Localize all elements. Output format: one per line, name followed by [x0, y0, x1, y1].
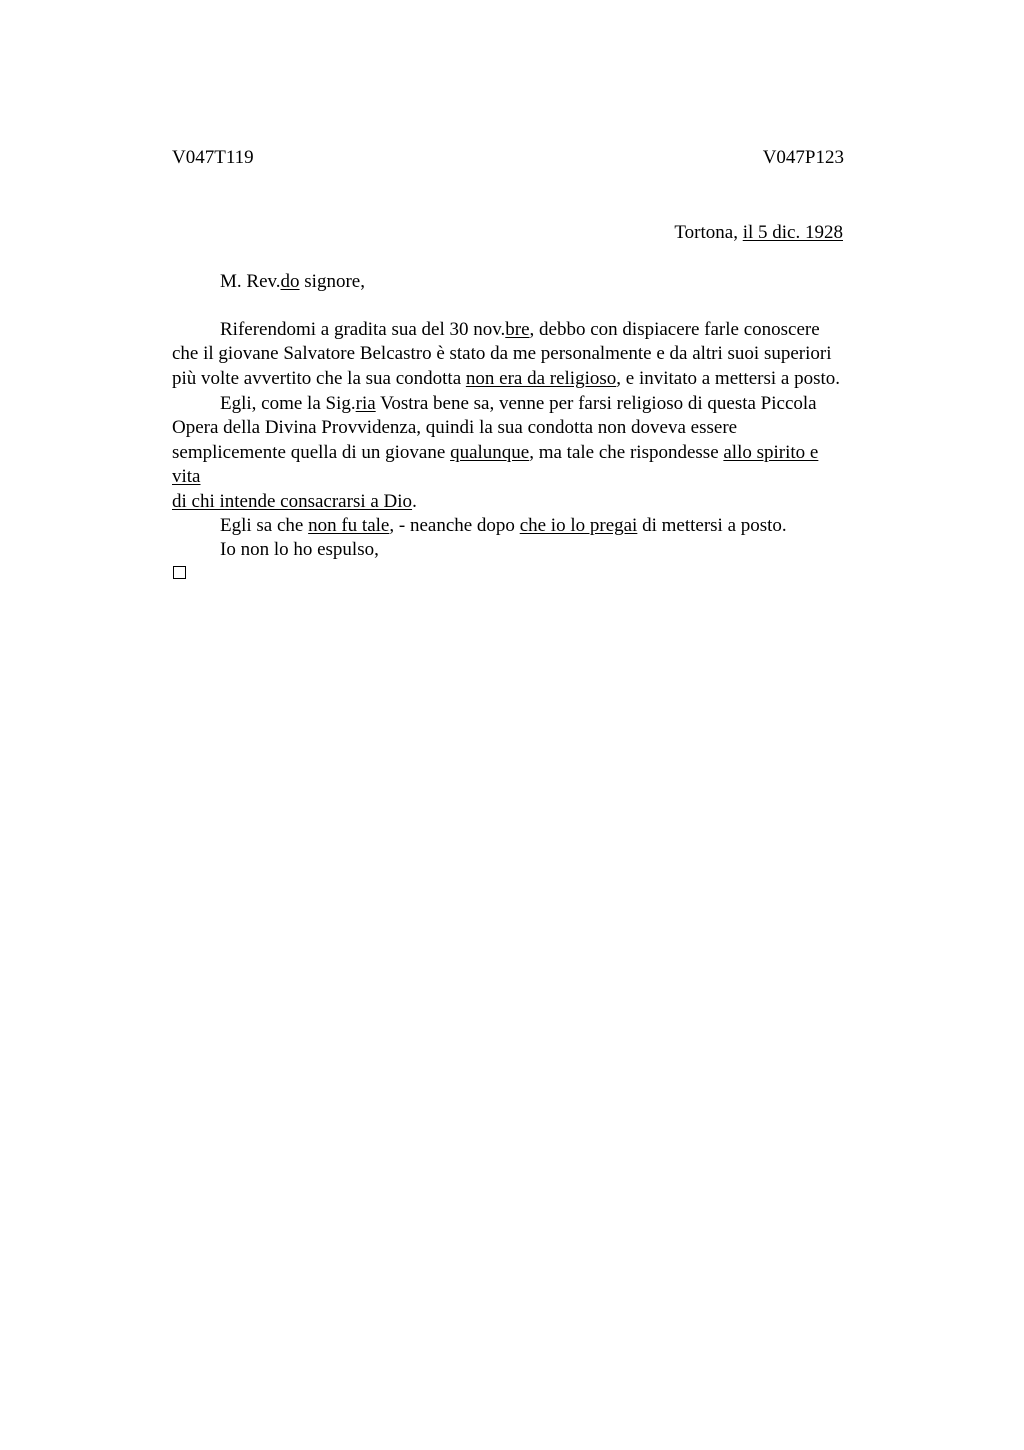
underlined-run: qualunque — [450, 442, 530, 463]
text-run: Egli sa che — [220, 515, 309, 536]
text-run: . — [412, 491, 417, 512]
underlined-run: che io lo pregai — [519, 515, 638, 536]
paragraph-1-line-2: che il giovane Salvatore Belcastro è stato da me personalmente e da altri suoi superiori — [172, 343, 832, 364]
text-run: , e invitato a mettersi a posto. — [616, 368, 840, 389]
header-left-code: V047T119 — [172, 147, 254, 168]
salutation-end: signore, — [299, 271, 365, 292]
underlined-run: bre — [505, 319, 530, 340]
checkbox-square-icon — [173, 566, 186, 579]
paragraph-2-line-1 — [220, 392, 817, 416]
salutation-abbrev: do — [280, 271, 300, 292]
text-run: Vostra bene sa, venne per farsi religioso di questa Piccola — [375, 393, 817, 414]
dateline-date: il 5 dic. 1928 — [742, 222, 843, 243]
text-run: , debbo con dispiacere farle conoscere — [529, 319, 820, 340]
text-run: Riferendomi a gradita sua del 30 nov. — [220, 319, 506, 340]
salutation — [220, 270, 365, 294]
dateline-place: Tortona, — [674, 222, 743, 243]
text-run: Egli, come la Sig. — [220, 393, 356, 414]
underlined-run: allo spirito e — [723, 442, 819, 463]
underlined-run: non fu tale — [308, 515, 390, 536]
paragraph-2-line-3 — [172, 441, 818, 465]
underlined-run: di chi intende consacrarsi a Dio — [172, 491, 413, 512]
underlined-run: non era da religioso — [465, 368, 617, 389]
salutation-text: M. Rev. — [220, 271, 281, 292]
paragraph-3 — [220, 514, 787, 538]
paragraph-2-line-4 — [172, 465, 201, 489]
paragraph-4: Io non lo ho espulso, — [220, 539, 379, 560]
paragraph-1-line-1 — [220, 318, 820, 342]
underlined-run: ria — [355, 393, 376, 414]
underlined-run: vita — [172, 466, 201, 487]
dateline — [674, 221, 843, 245]
text-run: , - neanche dopo — [389, 515, 520, 536]
text-run: , ma tale che rispondesse — [529, 442, 724, 463]
paragraph-1-line-3 — [172, 367, 840, 391]
paragraph-2-line-5 — [172, 490, 417, 514]
text-run: semplicemente quella di un giovane — [172, 442, 451, 463]
header-right-code: V047P123 — [762, 147, 844, 168]
text-run: di mettersi a posto. — [637, 515, 787, 536]
paragraph-2-line-2: Opera della Divina Provvidenza, quindi la sua condotta non doveva essere — [172, 417, 738, 438]
text-run: più volte avvertito che la sua condotta — [172, 368, 466, 389]
